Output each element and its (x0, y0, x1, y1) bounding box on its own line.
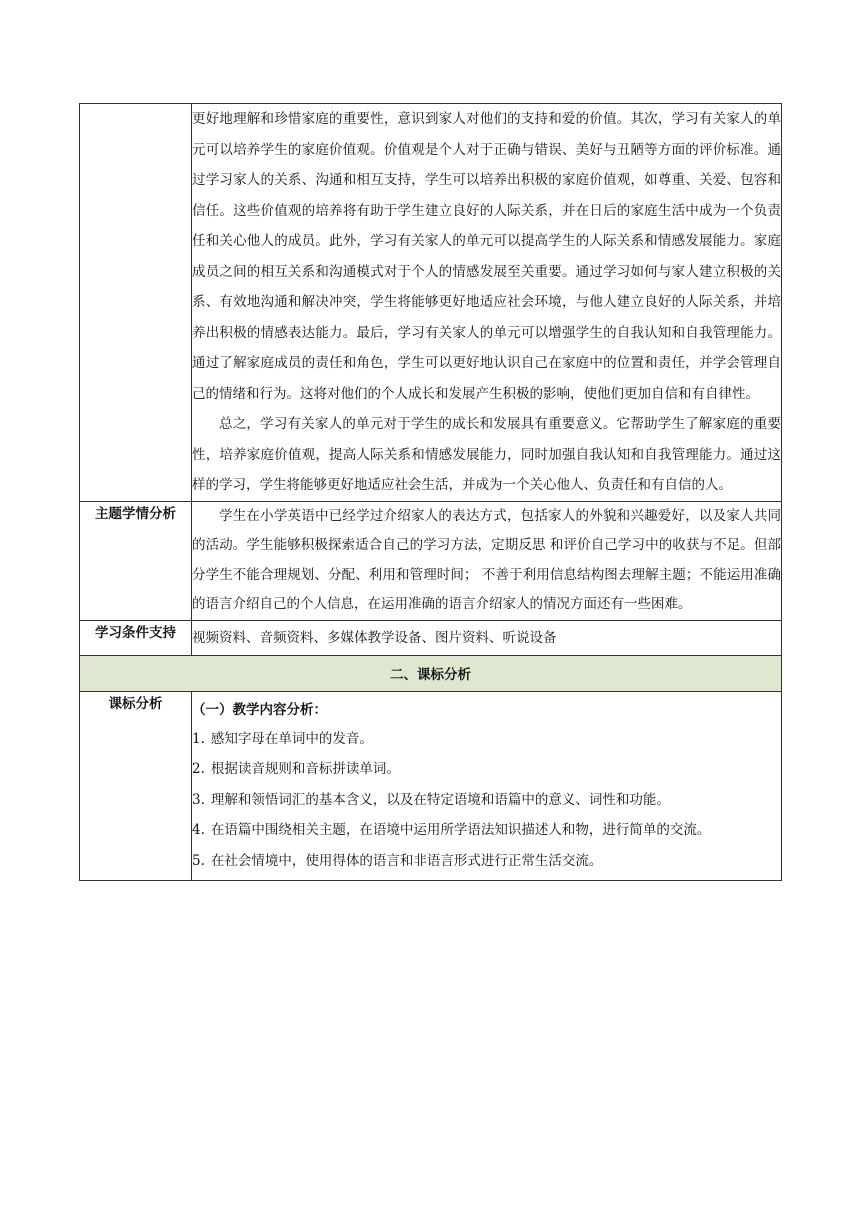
table-row (80, 691, 782, 881)
item-text: 理解和领悟词汇的基本含义，以及在特定语境和语篇中的意义、词性和功能。 (210, 791, 670, 808)
item-number: 4. (192, 822, 205, 838)
list-item (192, 815, 781, 846)
student-analysis-cell (192, 501, 782, 620)
curriculum-cell (192, 691, 782, 881)
row-label-curriculum: 课标分析 (80, 691, 192, 881)
list-item (192, 754, 781, 785)
table-row (80, 501, 782, 620)
paragraph: 总之，学习有关家人的单元对于学生的成长和发展具有重要意义。它帮助学生了解家庭的重要性，培养家庭价值观，提高人际关系和情感发展能力，同时加强自我认知和自我管理能力。通过这样的学习，学生将能够更好地适应社会生活，并成为一个关心他人、负责任和有自信的人。 (192, 416, 781, 493)
row-label-student-analysis: 主题学情分析 (80, 501, 192, 620)
section-header: 二、课标分析 (80, 655, 782, 691)
learning-support-cell (192, 620, 782, 655)
paragraph: 更好地理解和珍惜家庭的重要性，意识到家人对他们的支持和爱的价值。其次，学习有关家人的单元可以培养学生的家庭价值观。价值观是个人对于正确与错误、美好与丑陋等方面的评价标准。通过学习家人的关系、沟通和相互支持，学生可以培养出积极的家庭价值观，如尊重、关爱、包容和信任。这些价值观的培养将有助于学生建立良好的人际关系，并在日后的家庭生活中成为一个负责任和关心他人的成员。此外，学习有关家人的单元可以提高学生的人际关系和情感发展能力。家庭成员之间的相互关系和沟通模式对于个人的情感发展至关重要。通过学习如何与家人建立积极的关系、有效地沟通和解决冲突，学生将能够更好地适应社会环境，与他人建立良好的人际关系，并培养出积极的情感表达能力。最后，学习有关家人的单元可以增强学生的自我认知和自我管理能力。通过了解家庭成员的责任和角色，学生可以更好地认识自己在家庭中的位置和责任，并学会管理自己的情绪和行为。这将对他们的个人成长和发展产生积极的影响，使他们更加自信和有自律性。 (192, 111, 781, 402)
table-row (80, 104, 782, 502)
lesson-plan-table (79, 103, 782, 881)
subheading: （一）教学内容分析： (192, 701, 327, 718)
learning-support-text: 视频资料、音频资料、多媒体教学设备、图片资料、听说设备 (192, 629, 557, 646)
row-label-learning-support: 学习条件支持 (80, 620, 192, 655)
section-header-row (80, 655, 782, 691)
item-number: 5. (192, 852, 205, 869)
paragraph: 学生在小学英语中已经学过介绍家人的表达方式，包括家人的外貌和兴趣爱好，以及家人共同的活动。学生能够积极探索适合自己的学习方法，定期反思 和评价自己学习中的收获与不足。但部分学生不能合理规划、分配、利用和管理时间； 不善于利用信息结构图去理解主题；不能运用准确的语言介绍自己的个人信息，在运用准确的语言介绍家人的情况方面还有一些困难。 (192, 507, 781, 612)
item-number: 3. (192, 791, 205, 808)
table-row (80, 620, 782, 655)
item-text: 在语篇中围绕相关主题，在语境中运用所学语法知识描述人和物，进行简单的交流。 (210, 822, 711, 838)
item-text: 在社会情境中，使用得体的语言和非语言形式进行正常生活交流。 (210, 852, 603, 869)
item-number: 2. (192, 761, 205, 777)
item-text: 根据读音规则和音标拼读单词。 (210, 761, 400, 777)
unit-significance-cell (192, 104, 782, 502)
row-label (80, 104, 192, 502)
list-item (192, 846, 781, 877)
list-item (192, 785, 781, 816)
list-item (192, 724, 781, 755)
item-text: 感知字母在单词中的发音。 (210, 730, 373, 747)
item-number: 1. (192, 730, 205, 747)
